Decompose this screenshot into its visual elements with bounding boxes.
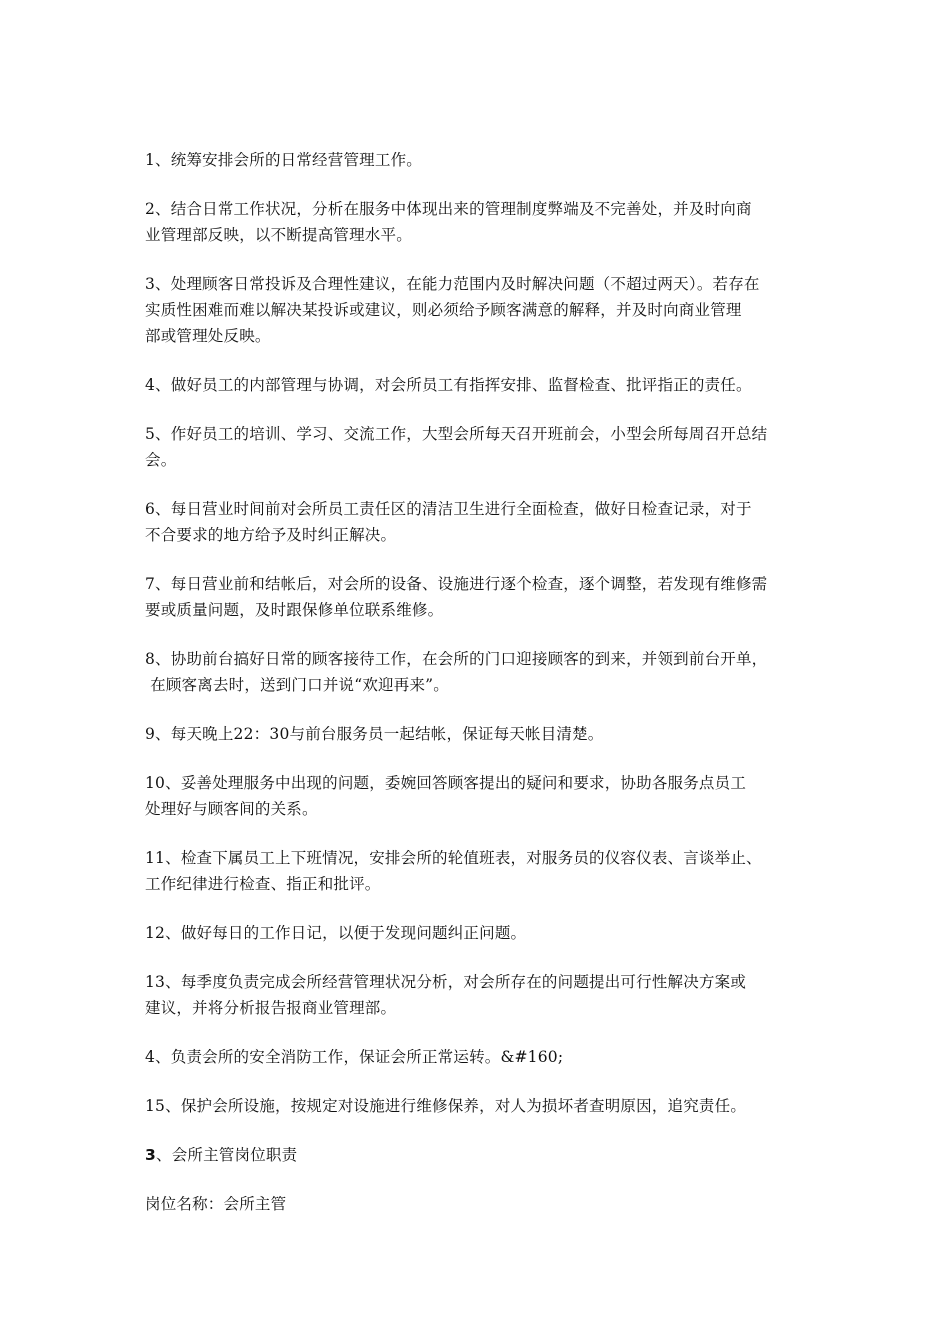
text-line: 在顾客离去时，送到门口并说“欢迎再来”。 [145,676,449,694]
duty-item-9 [145,721,810,747]
text-line: 业管理部反映，以不断提高管理水平。 [145,226,412,244]
duty-item-5 [145,421,810,473]
duty-item-11 [145,845,810,897]
section-number: 3 [145,1146,156,1164]
text-line: 部或管理处反映。 [145,327,271,345]
text-line: 4、做好员工的内部管理与协调，对会所员工有指挥安排、监督检查、批评指正的责任。 [145,376,752,394]
text-line: 10、妥善处理服务中出现的问题，委婉回答顾客提出的疑问和要求，协助各服务点员工 [145,774,747,792]
text-line: 11、检查下属员工上下班情况，安排会所的轮值班表，对服务员的仪容仪表、言谈举止、 [145,849,762,867]
text-line: 3、处理顾客日常投诉及合理性建议，在能力范围内及时解决问题（不超过两天）。若存在 [145,275,760,293]
text-line: 实质性困难而难以解决某投诉或建议，则必须给予顾客满意的解释，并及时向商业管理 [145,301,742,319]
document-page [145,147,810,1240]
duty-item-4 [145,372,810,398]
text-line: 15、保护会所设施，按规定对设施进行维修保养，对人为损坏者查明原因，追究责任。 [145,1097,747,1115]
text-line: 8、协助前台搞好日常的顾客接待工作，在会所的门口迎接顾客的到来，并领到前台开单， [145,650,768,668]
section-title: 、会所主管岗位职责 [156,1146,298,1164]
duty-item-14 [145,1044,810,1070]
text-line: 9、每天晚上22：30与前台服务员一起结帐，保证每天帐目清楚。 [145,725,604,743]
text-line: 12、做好每日的工作日记，以便于发现问题纠正问题。 [145,924,527,942]
text-line: 7、每日营业前和结帐后，对会所的设备、设施进行逐个检查，逐个调整，若发现有维修需 [145,575,768,593]
text-line: 1、统筹安排会所的日常经营管理工作。 [145,151,422,169]
text-line: 5、作好员工的培训、学习、交流工作，大型会所每天召开班前会，小型会所每周召开总结 [145,425,768,443]
text-line: 6、每日营业时间前对会所员工责任区的清洁卫生进行全面检查，做好日检查记录，对于 [145,500,752,518]
section-heading [145,1142,810,1168]
text-line: 13、每季度负责完成会所经营管理状况分析，对会所存在的问题提出可行性解决方案或 [145,973,747,991]
text-line: 会。 [145,451,177,469]
duty-item-3 [145,271,810,349]
duty-item-12 [145,920,810,946]
text-line: 处理好与顾客间的关系。 [145,800,318,818]
text-line: 工作纪律进行检查、指正和批评。 [145,875,381,893]
text-line: 2、结合日常工作状况，分析在服务中体现出来的管理制度弊端及不完善处，并及时向商 [145,200,752,218]
duty-item-6 [145,496,810,548]
duty-item-2 [145,196,810,248]
duty-item-8 [145,646,810,698]
text-line: 要或质量问题，及时跟保修单位联系维修。 [145,601,444,619]
duty-item-13 [145,969,810,1021]
text-line: 4、负责会所的安全消防工作，保证会所正常运转。&#160; [145,1048,564,1066]
duty-item-10 [145,770,810,822]
duty-item-1 [145,147,810,173]
text-line: 岗位名称：会所主管 [145,1195,287,1213]
duty-item-15 [145,1093,810,1119]
position-name [145,1191,810,1217]
text-line: 不合要求的地方给予及时纠正解决。 [145,526,397,544]
duty-item-7 [145,571,810,623]
text-line: 建议，并将分析报告报商业管理部。 [145,999,397,1017]
